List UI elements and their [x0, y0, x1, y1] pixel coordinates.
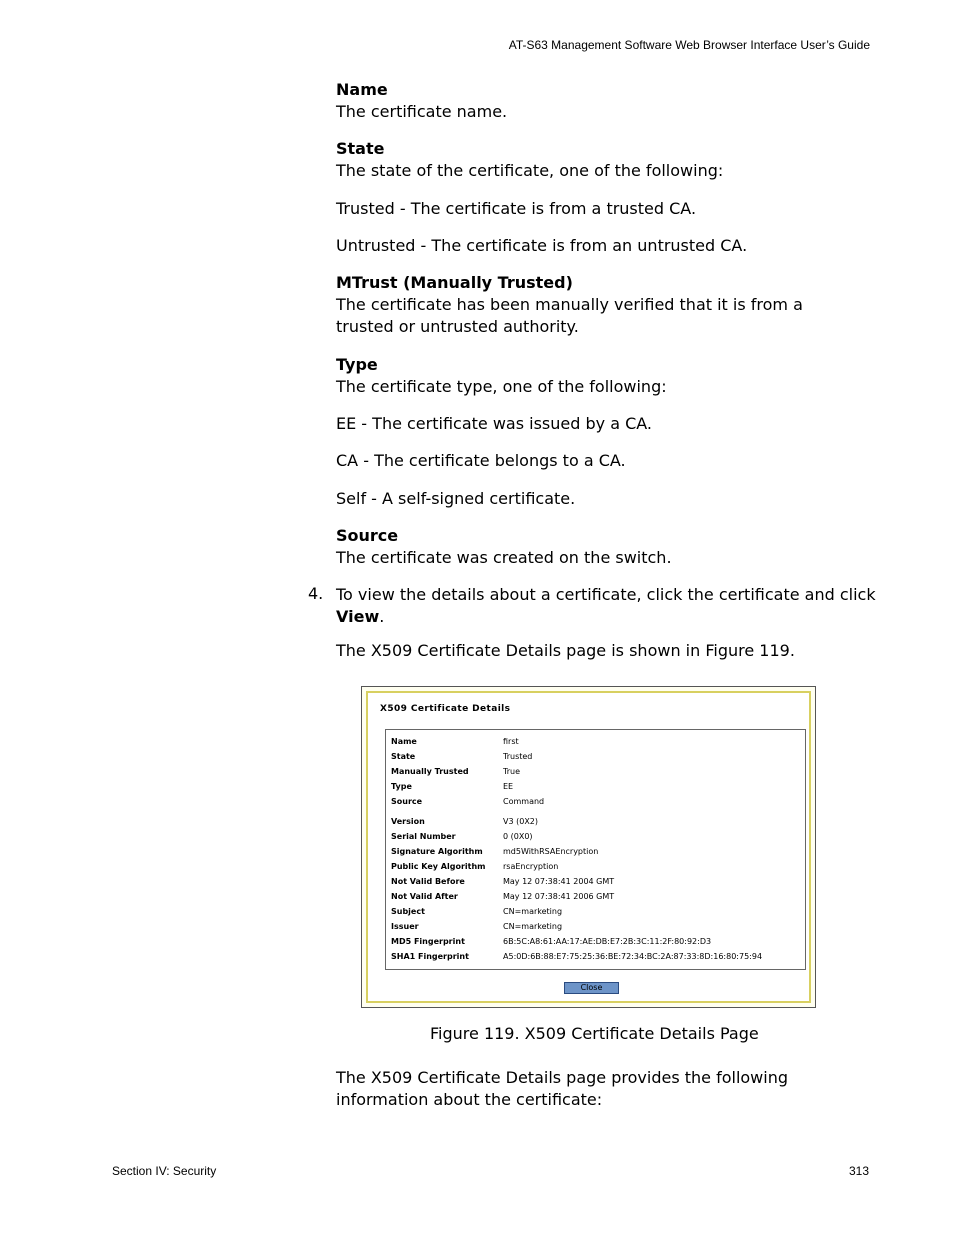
detail-label: Not Valid Before [391, 877, 465, 886]
term-state: State [336, 139, 385, 158]
desc-mtrust: The certificate has been manually verified that it is from a trusted or untrusted authority. [336, 295, 803, 336]
detail-value: rsaEncryption [503, 862, 559, 871]
certificate-details-window [366, 691, 811, 1003]
state-untrusted: Untrusted - The certificate is from an untrusted CA. [336, 236, 748, 255]
step4-text [336, 584, 876, 628]
certificate-details-figure [361, 686, 816, 1008]
detail-value: V3 (0X2) [503, 817, 539, 826]
detail-label: State [391, 752, 416, 761]
detail-label: Serial Number [391, 832, 456, 841]
type-ca: CA - The certificate belongs to a CA. [336, 451, 626, 470]
detail-value: CN=marketing [503, 922, 563, 931]
desc-type: The certificate type, one of the following: [336, 377, 667, 396]
desc-name: The certificate name. [336, 102, 508, 121]
detail-label: Source [391, 797, 423, 806]
footer-section: Section IV: Security [112, 1164, 217, 1178]
detail-value: A5:0D:6B:88:E7:75:25:36:BE:72:34:BC:2A:87:33:8D:16:80:75:94 [503, 952, 763, 961]
term-name: Name [336, 80, 388, 99]
detail-value: EE [503, 782, 514, 791]
detail-label: Signature Algorithm [391, 847, 483, 856]
close-button[interactable]: Close [564, 982, 619, 994]
detail-label: Type [391, 782, 412, 791]
detail-label: Public Key Algorithm [391, 862, 486, 871]
detail-value: Command [503, 797, 545, 806]
view-term: View [336, 607, 380, 626]
term-type: Type [336, 355, 378, 374]
definition-name [336, 79, 876, 123]
type-self: Self - A self-signed certificate. [336, 489, 576, 508]
type-ee: EE - The certificate was issued by a CA. [336, 414, 653, 433]
definition-mtrust [336, 272, 876, 338]
detail-label: Manually Trusted [391, 767, 469, 776]
detail-value: md5WithRSAEncryption [503, 847, 599, 856]
detail-value: May 12 07:38:41 2006 GMT [503, 892, 615, 901]
running-header: AT-S63 Management Software Web Browser Interface User’s Guide [508, 38, 870, 52]
detail-value: May 12 07:38:41 2004 GMT [503, 877, 615, 886]
detail-value: first [503, 737, 519, 746]
term-mtrust: MTrust (Manually Trusted) [336, 273, 573, 292]
detail-value: 0 (0X0) [503, 832, 533, 841]
step-number: 4. [308, 584, 324, 603]
closing-paragraph: The X509 Certificate Details page provides the following information about the certificate: [336, 1068, 789, 1109]
page-number: 313 [848, 1164, 869, 1178]
detail-value: 6B:5C:A8:61:AA:17:AE:DB:E7:2B:3C:11:2F:80:92:D3 [503, 937, 712, 946]
detail-label: Not Valid After [391, 892, 458, 901]
detail-value: True [503, 767, 520, 776]
detail-label: Version [391, 817, 425, 826]
detail-label: SHA1 Fingerprint [391, 952, 469, 961]
certificate-details-panel [385, 729, 806, 970]
term-source: Source [336, 526, 399, 545]
detail-value: CN=marketing [503, 907, 563, 916]
figure-window-title: X509 Certificate Details [380, 704, 511, 714]
desc-state: The state of the certificate, one of the following: [336, 161, 724, 180]
detail-label: MD5 Fingerprint [391, 937, 465, 946]
step4-instruction: To view the details about a certificate, click the certificate and click [336, 585, 876, 604]
definition-source [336, 525, 876, 569]
detail-value: Trusted [503, 752, 533, 761]
figure-caption: Figure 119. X509 Certificate Details Page [430, 1024, 759, 1043]
desc-source: The certificate was created on the switch. [336, 548, 672, 567]
detail-label: Issuer [391, 922, 419, 931]
state-trusted: Trusted - The certificate is from a trusted CA. [336, 199, 697, 218]
definition-state [336, 138, 876, 182]
definition-type [336, 354, 876, 398]
detail-label: Subject [391, 907, 425, 916]
detail-label: Name [391, 737, 417, 746]
step4-period: . [379, 607, 385, 626]
step4-followup: The X509 Certificate Details page is shown in Figure 119. [336, 641, 795, 660]
